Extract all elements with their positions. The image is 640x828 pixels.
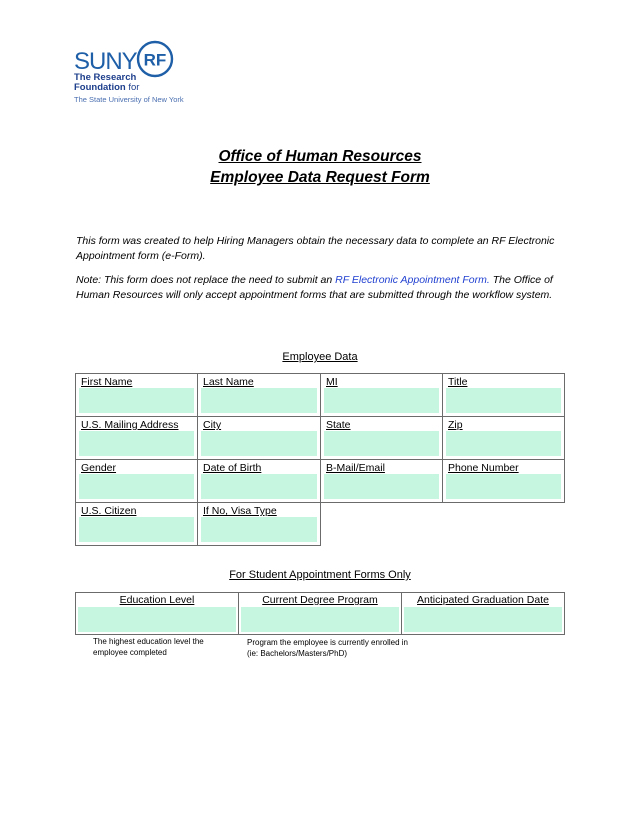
graduation-date-field[interactable] bbox=[401, 592, 565, 635]
state-label: State bbox=[326, 419, 351, 431]
rf-logo bbox=[74, 40, 194, 110]
zip-input[interactable] bbox=[446, 431, 561, 456]
education-level-input[interactable] bbox=[78, 607, 236, 632]
bmail-label: B-Mail/Email bbox=[326, 462, 385, 474]
visa-type-field[interactable] bbox=[197, 502, 321, 546]
page-title-2: Employee Data Request Form bbox=[210, 169, 430, 186]
intro-paragraph: This form was created to help Hiring Managers obtain the necessary data to complete an RF Electronic Appointment form (e-Form). bbox=[76, 235, 555, 262]
program-note: Program the employee is currently enrolled in (ie: Bachelors/Masters/PhD) bbox=[247, 638, 408, 658]
mailing-address-label: U.S. Mailing Address bbox=[81, 419, 179, 431]
last-name-input[interactable] bbox=[201, 388, 317, 413]
city-input[interactable] bbox=[201, 431, 317, 456]
dob-field[interactable] bbox=[197, 459, 321, 503]
note-after: The Office of Human Resources will only accept appointment forms that are submitted through the workflow system. bbox=[76, 274, 553, 301]
zip-label: Zip bbox=[448, 419, 463, 431]
dob-label: Date of Birth bbox=[203, 462, 262, 474]
mailing-address-input[interactable] bbox=[79, 431, 194, 456]
degree-program-label: Current Degree Program bbox=[262, 594, 378, 606]
bmail-input[interactable] bbox=[324, 474, 439, 499]
logo-rf-circle bbox=[136, 40, 174, 78]
mailing-address-field[interactable] bbox=[75, 416, 198, 460]
city-label: City bbox=[203, 419, 222, 431]
education-level-field[interactable] bbox=[75, 592, 239, 635]
logo-line-3: The State University of New York bbox=[74, 95, 184, 104]
graduation-date-label: Anticipated Graduation Date bbox=[417, 594, 549, 606]
first-name-field[interactable] bbox=[75, 373, 198, 417]
logo-suny-text: SUNY bbox=[74, 48, 137, 75]
title-field[interactable] bbox=[442, 373, 565, 417]
degree-program-input[interactable] bbox=[241, 607, 399, 632]
first-name-label: First Name bbox=[81, 376, 133, 388]
zip-field[interactable] bbox=[442, 416, 565, 460]
degree-program-field[interactable] bbox=[238, 592, 402, 635]
mi-field[interactable] bbox=[320, 373, 443, 417]
us-citizen-label: U.S. Citizen bbox=[81, 505, 137, 517]
eform-link[interactable]: RF Electronic Appointment Form. bbox=[335, 274, 490, 286]
gender-input[interactable] bbox=[79, 474, 194, 499]
us-citizen-input[interactable] bbox=[79, 517, 194, 542]
us-citizen-field[interactable] bbox=[75, 502, 198, 546]
logo-line-2-rest: for bbox=[125, 82, 140, 93]
logo-line-2-bold: Foundation bbox=[74, 82, 126, 93]
logo-rf-text: RF bbox=[143, 50, 167, 70]
student-section-heading: For Student Appointment Forms Only bbox=[229, 569, 411, 581]
education-level-label: Education Level bbox=[119, 594, 195, 606]
state-field[interactable] bbox=[320, 416, 443, 460]
last-name-label: Last Name bbox=[203, 376, 254, 388]
bmail-field[interactable] bbox=[320, 459, 443, 503]
visa-type-label: If No, Visa Type bbox=[203, 505, 277, 517]
state-input[interactable] bbox=[324, 431, 439, 456]
city-field[interactable] bbox=[197, 416, 321, 460]
dob-input[interactable] bbox=[201, 474, 317, 499]
visa-type-input[interactable] bbox=[201, 517, 317, 542]
gender-field[interactable] bbox=[75, 459, 198, 503]
title-label: Title bbox=[448, 376, 468, 388]
graduation-date-input[interactable] bbox=[404, 607, 562, 632]
title-input[interactable] bbox=[446, 388, 561, 413]
note-before: Note: This form does not replace the need to submit an bbox=[76, 274, 336, 286]
employee-data-heading: Employee Data bbox=[282, 351, 358, 363]
gender-label: Gender bbox=[81, 462, 117, 474]
mi-input[interactable] bbox=[324, 388, 439, 413]
student-table bbox=[75, 592, 565, 635]
phone-input[interactable] bbox=[446, 474, 561, 499]
phone-field[interactable] bbox=[442, 459, 565, 503]
logo-line-2 bbox=[74, 83, 139, 93]
first-name-input[interactable] bbox=[79, 388, 194, 413]
logo-line-1: The Research bbox=[74, 72, 137, 83]
last-name-field[interactable] bbox=[197, 373, 321, 417]
note-paragraph bbox=[76, 273, 566, 303]
phone-label: Phone Number bbox=[448, 462, 519, 474]
education-note: The highest education level the employee completed bbox=[93, 637, 204, 657]
page-title-1: Office of Human Resources bbox=[218, 148, 422, 165]
mi-label: MI bbox=[326, 376, 338, 388]
